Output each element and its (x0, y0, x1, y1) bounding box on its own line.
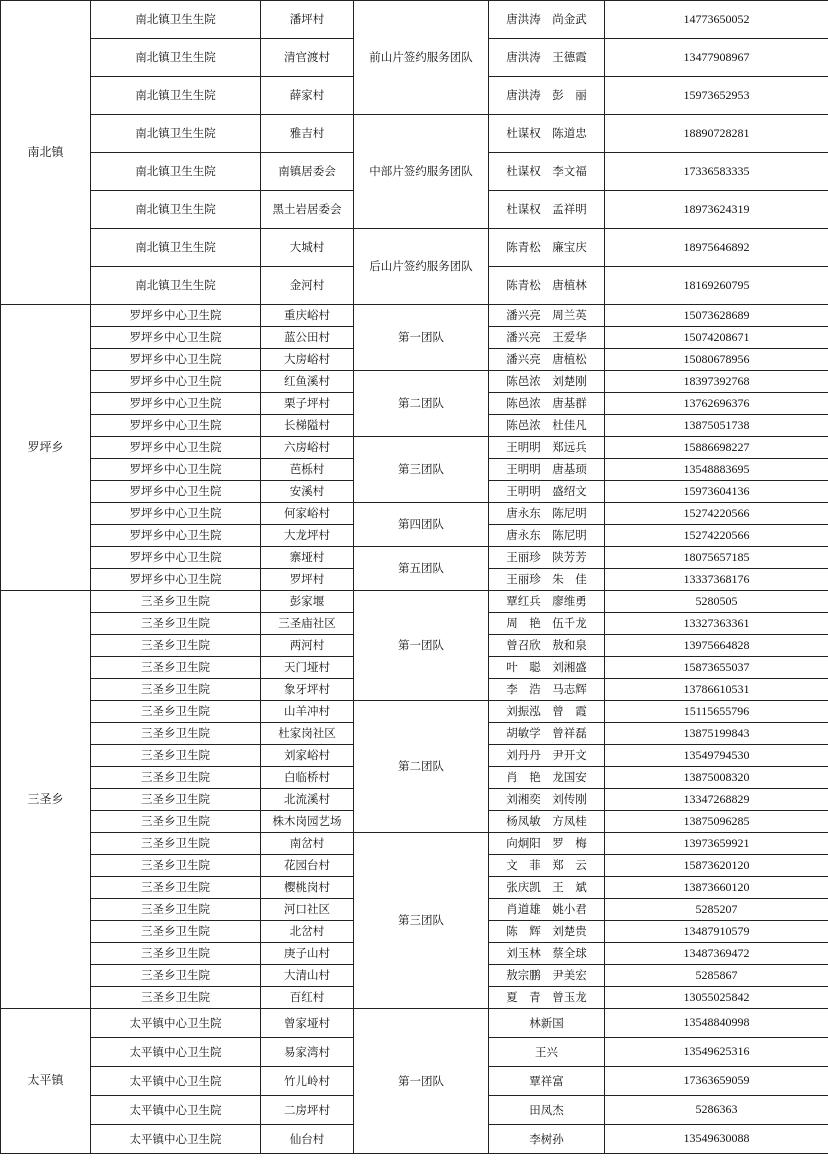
doctors-cell: 陈青松 廉宝庆 (489, 229, 605, 267)
village-cell: 北流溪村 (261, 789, 354, 811)
phone-cell: 13975664828 (605, 635, 828, 657)
team-cell: 第二团队 (354, 371, 489, 437)
village-cell: 樱桃岗村 (261, 877, 354, 899)
phone-cell: 5280505 (605, 591, 828, 613)
hospital-cell: 罗坪乡中心卫生院 (91, 327, 261, 349)
doctors-cell: 叶 聪 刘湘盛 (489, 657, 605, 679)
doctors-cell: 杨凤敏 方凤桂 (489, 811, 605, 833)
phone-cell: 15274220566 (605, 525, 828, 547)
doctors-cell: 陈 辉 刘楚贵 (489, 921, 605, 943)
phone-cell: 15886698227 (605, 437, 828, 459)
phone-cell: 17363659059 (605, 1067, 828, 1096)
hospital-cell: 罗坪乡中心卫生院 (91, 349, 261, 371)
doctors-cell: 陈邑浓 唐基群 (489, 393, 605, 415)
hospital-cell: 三圣乡卫生院 (91, 921, 261, 943)
doctors-cell: 潘兴亮 王爱华 (489, 327, 605, 349)
doctors-cell: 王兴 (489, 1038, 605, 1067)
hospital-cell: 南北镇卫生生院 (91, 77, 261, 115)
doctors-cell: 杜谋权 李文福 (489, 153, 605, 191)
phone-cell: 15973604136 (605, 481, 828, 503)
village-cell: 三圣庙社区 (261, 613, 354, 635)
hospital-cell: 三圣乡卫生院 (91, 767, 261, 789)
hospital-cell: 三圣乡卫生院 (91, 613, 261, 635)
phone-cell: 13875051738 (605, 415, 828, 437)
doctors-cell: 潘兴亮 唐植松 (489, 349, 605, 371)
phone-cell: 15973652953 (605, 77, 828, 115)
hospital-cell: 罗坪乡中心卫生院 (91, 459, 261, 481)
village-cell: 北岔村 (261, 921, 354, 943)
roster-body (1, 1, 828, 1154)
town-cell: 罗坪乡 (1, 305, 91, 591)
doctors-cell: 李树孙 (489, 1125, 605, 1154)
village-cell: 大龙坪村 (261, 525, 354, 547)
doctors-cell: 王丽珍 陕芳芳 (489, 547, 605, 569)
village-cell: 南岔村 (261, 833, 354, 855)
village-cell: 大清山村 (261, 965, 354, 987)
town-cell: 太平镇 (1, 1009, 91, 1154)
doctors-cell: 唐洪涛 彭 丽 (489, 77, 605, 115)
hospital-cell: 太平镇中心卫生院 (91, 1009, 261, 1038)
phone-cell: 13549625316 (605, 1038, 828, 1067)
phone-cell: 13487910579 (605, 921, 828, 943)
table-row (1, 701, 828, 723)
village-cell: 花园台村 (261, 855, 354, 877)
hospital-cell: 南北镇卫生生院 (91, 39, 261, 77)
doctors-cell: 杜谋权 陈道忠 (489, 115, 605, 153)
doctors-cell: 唐洪涛 尚金武 (489, 1, 605, 39)
village-cell: 安溪村 (261, 481, 354, 503)
phone-cell: 13337368176 (605, 569, 828, 591)
table-row (1, 833, 828, 855)
doctors-cell: 刘丹丹 尹开文 (489, 745, 605, 767)
hospital-cell: 南北镇卫生生院 (91, 191, 261, 229)
phone-cell: 15080678956 (605, 349, 828, 371)
phone-cell: 15873655037 (605, 657, 828, 679)
team-cell: 第一团队 (354, 305, 489, 371)
hospital-cell: 太平镇中心卫生院 (91, 1067, 261, 1096)
phone-cell: 13477908967 (605, 39, 828, 77)
doctors-cell: 刘湘奕 刘传刚 (489, 789, 605, 811)
hospital-cell: 罗坪乡中心卫生院 (91, 305, 261, 327)
village-cell: 仙台村 (261, 1125, 354, 1154)
doctors-cell: 覃祥富 (489, 1067, 605, 1096)
village-cell: 六房峪村 (261, 437, 354, 459)
hospital-cell: 三圣乡卫生院 (91, 701, 261, 723)
doctors-cell: 张庆凯 王 斌 (489, 877, 605, 899)
phone-cell: 5286363 (605, 1096, 828, 1125)
hospital-cell: 三圣乡卫生院 (91, 899, 261, 921)
hospital-cell: 三圣乡卫生院 (91, 965, 261, 987)
phone-cell: 13973659921 (605, 833, 828, 855)
doctors-cell: 曾召欣 敖和泉 (489, 635, 605, 657)
table-row (1, 591, 828, 613)
hospital-cell: 罗坪乡中心卫生院 (91, 371, 261, 393)
table-row (1, 1, 828, 39)
doctors-cell: 李 浩 马志辉 (489, 679, 605, 701)
village-cell: 清官渡村 (261, 39, 354, 77)
phone-cell: 15115655796 (605, 701, 828, 723)
hospital-cell: 三圣乡卫生院 (91, 987, 261, 1009)
hospital-cell: 南北镇卫生生院 (91, 1, 261, 39)
table-row (1, 1009, 828, 1038)
doctors-cell: 肖道雄 姚小君 (489, 899, 605, 921)
table-row (1, 229, 828, 267)
phone-cell: 18075657185 (605, 547, 828, 569)
hospital-cell: 罗坪乡中心卫生院 (91, 569, 261, 591)
phone-cell: 14773650052 (605, 1, 828, 39)
phone-cell: 18973624319 (605, 191, 828, 229)
doctors-cell: 潘兴亮 周兰英 (489, 305, 605, 327)
village-cell: 彭家堰 (261, 591, 354, 613)
phone-cell: 15274220566 (605, 503, 828, 525)
phone-cell: 13875199843 (605, 723, 828, 745)
phone-cell: 13549630088 (605, 1125, 828, 1154)
hospital-cell: 太平镇中心卫生院 (91, 1125, 261, 1154)
hospital-cell: 南北镇卫生生院 (91, 153, 261, 191)
table-row (1, 305, 828, 327)
hospital-cell: 三圣乡卫生院 (91, 943, 261, 965)
hospital-cell: 三圣乡卫生院 (91, 679, 261, 701)
doctors-cell: 王明明 郑远兵 (489, 437, 605, 459)
village-cell: 罗坪村 (261, 569, 354, 591)
hospital-cell: 三圣乡卫生院 (91, 591, 261, 613)
table-row (1, 115, 828, 153)
hospital-cell: 罗坪乡中心卫生院 (91, 547, 261, 569)
village-cell: 河口社区 (261, 899, 354, 921)
village-cell: 易家湾村 (261, 1038, 354, 1067)
phone-cell: 17336583335 (605, 153, 828, 191)
village-cell: 蓝公田村 (261, 327, 354, 349)
phone-cell: 18975646892 (605, 229, 828, 267)
village-cell: 两河村 (261, 635, 354, 657)
village-cell: 潘坪村 (261, 1, 354, 39)
village-cell: 刘家峪村 (261, 745, 354, 767)
hospital-cell: 三圣乡卫生院 (91, 811, 261, 833)
doctors-cell: 陈邑浓 杜佳凡 (489, 415, 605, 437)
team-cell: 前山片签约服务团队 (354, 1, 489, 115)
table-row (1, 547, 828, 569)
hospital-cell: 罗坪乡中心卫生院 (91, 415, 261, 437)
doctors-cell: 向炯阳 罗 梅 (489, 833, 605, 855)
doctors-cell: 周 艳 伍千龙 (489, 613, 605, 635)
phone-cell: 5285207 (605, 899, 828, 921)
hospital-cell: 三圣乡卫生院 (91, 877, 261, 899)
phone-cell: 13548840998 (605, 1009, 828, 1038)
phone-cell: 13548883695 (605, 459, 828, 481)
village-cell: 天门垭村 (261, 657, 354, 679)
table-row (1, 503, 828, 525)
doctors-cell: 夏 青 曾玉龙 (489, 987, 605, 1009)
phone-cell: 15073628689 (605, 305, 828, 327)
village-cell: 芭栎村 (261, 459, 354, 481)
village-cell: 大房峪村 (261, 349, 354, 371)
team-cell: 中部片签约服务团队 (354, 115, 489, 229)
phone-cell: 13549794530 (605, 745, 828, 767)
village-cell: 曾家垭村 (261, 1009, 354, 1038)
hospital-cell: 罗坪乡中心卫生院 (91, 437, 261, 459)
hospital-cell: 三圣乡卫生院 (91, 745, 261, 767)
phone-cell: 13055025842 (605, 987, 828, 1009)
doctors-cell: 王丽珍 朱 佳 (489, 569, 605, 591)
village-cell: 何家峪村 (261, 503, 354, 525)
doctors-cell: 林新国 (489, 1009, 605, 1038)
team-cell: 第五团队 (354, 547, 489, 591)
hospital-cell: 三圣乡卫生院 (91, 657, 261, 679)
doctors-cell: 唐永东 陈尼明 (489, 503, 605, 525)
phone-cell: 5285867 (605, 965, 828, 987)
doctors-cell: 王明明 盛绍文 (489, 481, 605, 503)
doctors-cell: 唐永东 陈尼明 (489, 525, 605, 547)
phone-cell: 13487369472 (605, 943, 828, 965)
doctors-cell: 胡敏学 曾祥磊 (489, 723, 605, 745)
phone-cell: 13873660120 (605, 877, 828, 899)
hospital-cell: 三圣乡卫生院 (91, 723, 261, 745)
doctors-cell: 田凤杰 (489, 1096, 605, 1125)
phone-cell: 13327363361 (605, 613, 828, 635)
village-cell: 黑土岩居委会 (261, 191, 354, 229)
village-cell: 金河村 (261, 267, 354, 305)
hospital-cell: 罗坪乡中心卫生院 (91, 393, 261, 415)
hospital-cell: 罗坪乡中心卫生院 (91, 481, 261, 503)
table-row (1, 437, 828, 459)
doctors-cell: 文 菲 郑 云 (489, 855, 605, 877)
village-cell: 二房坪村 (261, 1096, 354, 1125)
phone-cell: 15873620120 (605, 855, 828, 877)
doctors-cell: 唐洪涛 王德霞 (489, 39, 605, 77)
hospital-cell: 三圣乡卫生院 (91, 635, 261, 657)
hospital-cell: 南北镇卫生生院 (91, 267, 261, 305)
village-cell: 栗子坪村 (261, 393, 354, 415)
village-cell: 薛家村 (261, 77, 354, 115)
phone-cell: 13875096285 (605, 811, 828, 833)
team-cell: 第三团队 (354, 437, 489, 503)
village-cell: 红鱼溪村 (261, 371, 354, 393)
phone-cell: 13347268829 (605, 789, 828, 811)
village-cell: 庚子山村 (261, 943, 354, 965)
hospital-cell: 太平镇中心卫生院 (91, 1096, 261, 1125)
village-cell: 大城村 (261, 229, 354, 267)
village-cell: 南镇居委会 (261, 153, 354, 191)
village-cell: 象牙坪村 (261, 679, 354, 701)
doctors-cell: 肖 艳 龙国安 (489, 767, 605, 789)
doctors-cell: 敖宗鹏 尹美宏 (489, 965, 605, 987)
village-cell: 白临桥村 (261, 767, 354, 789)
phone-cell: 18169260795 (605, 267, 828, 305)
phone-cell: 18397392768 (605, 371, 828, 393)
village-cell: 长梯隘村 (261, 415, 354, 437)
team-cell: 第一团队 (354, 591, 489, 701)
town-cell: 南北镇 (1, 1, 91, 305)
village-cell: 重庆峪村 (261, 305, 354, 327)
team-cell: 第三团队 (354, 833, 489, 1009)
doctors-cell: 杜谋权 孟祥明 (489, 191, 605, 229)
village-cell: 竹儿岭村 (261, 1067, 354, 1096)
doctors-cell: 陈邑浓 刘楚刚 (489, 371, 605, 393)
hospital-cell: 罗坪乡中心卫生院 (91, 525, 261, 547)
village-cell: 山羊冲村 (261, 701, 354, 723)
phone-cell: 13762696376 (605, 393, 828, 415)
phone-cell: 13875008320 (605, 767, 828, 789)
doctors-cell: 陈青松 唐植林 (489, 267, 605, 305)
hospital-cell: 南北镇卫生生院 (91, 115, 261, 153)
hospital-cell: 三圣乡卫生院 (91, 855, 261, 877)
hospital-cell: 太平镇中心卫生院 (91, 1038, 261, 1067)
village-cell: 株木岗园艺场 (261, 811, 354, 833)
town-cell: 三圣乡 (1, 591, 91, 1009)
village-cell: 杜家岗社区 (261, 723, 354, 745)
village-cell: 百红村 (261, 987, 354, 1009)
phone-cell: 15074208671 (605, 327, 828, 349)
phone-cell: 18890728281 (605, 115, 828, 153)
village-cell: 雅吉村 (261, 115, 354, 153)
village-cell: 寨垭村 (261, 547, 354, 569)
team-cell: 后山片签约服务团队 (354, 229, 489, 305)
doctors-cell: 刘玉林 蔡全球 (489, 943, 605, 965)
hospital-cell: 三圣乡卫生院 (91, 833, 261, 855)
doctors-cell: 刘振泓 曾 霞 (489, 701, 605, 723)
phone-cell: 13786610531 (605, 679, 828, 701)
doctors-cell: 覃红兵 廖维勇 (489, 591, 605, 613)
hospital-cell: 南北镇卫生生院 (91, 229, 261, 267)
table-row (1, 371, 828, 393)
team-cell: 第二团队 (354, 701, 489, 833)
doctors-cell: 王明明 唐基顼 (489, 459, 605, 481)
hospital-cell: 三圣乡卫生院 (91, 789, 261, 811)
hospital-cell: 罗坪乡中心卫生院 (91, 503, 261, 525)
team-cell: 第四团队 (354, 503, 489, 547)
team-cell: 第一团队 (354, 1009, 489, 1154)
